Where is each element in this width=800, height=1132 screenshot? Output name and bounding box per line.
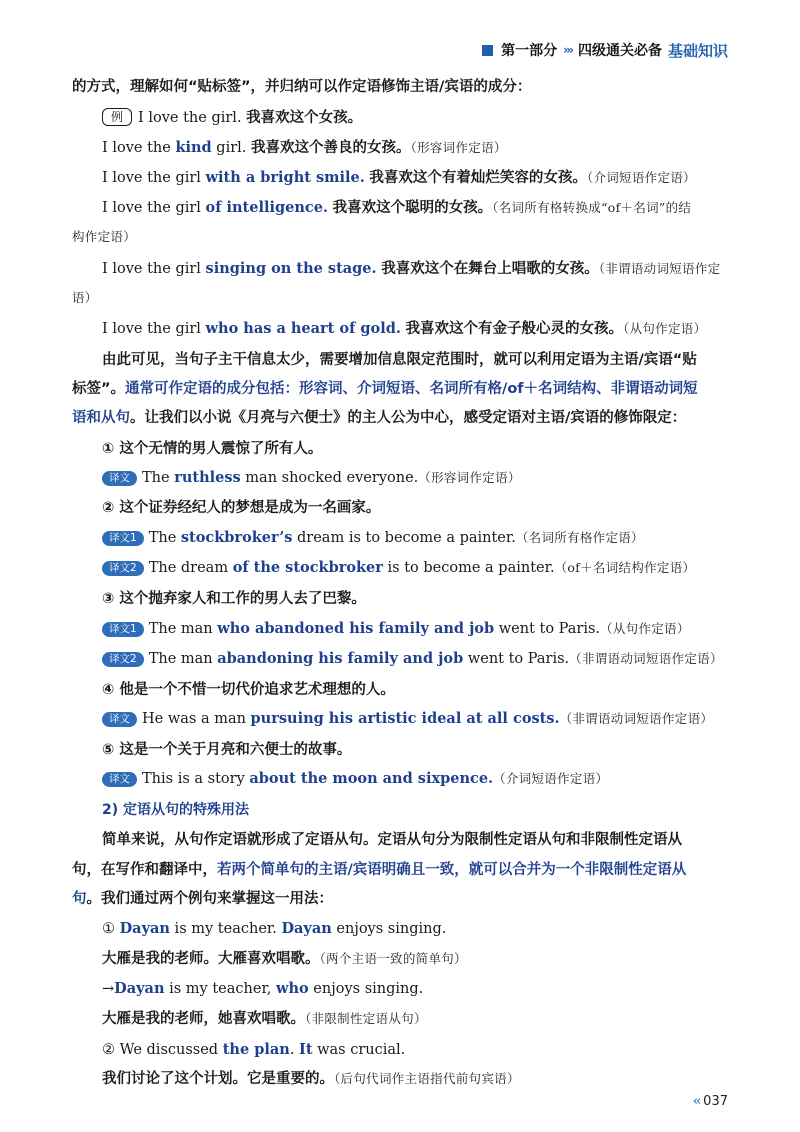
sentence-3-translation-1: 译文1 The man who abandoned his family and job went to Paris.（从句作定语）: [102, 618, 732, 640]
paragraph-2-line-1: 简单来说，从句作定语就形成了定语从句。定语从句分为限制性定语从句和非限制性定语从: [102, 832, 682, 848]
translation-badge: 译文: [102, 772, 137, 787]
example-1: I love the kind girl. 我喜欢这个善良的女孩。（形容词作定语）: [102, 139, 507, 156]
example-e1-merged-zh: 大雁是我的老师，她喜欢唱歌。（非限制性定语从句）: [102, 1011, 427, 1027]
translation-badge: 译文1: [102, 531, 144, 546]
sentence-3-translation-2: 译文2 The man abandoning his family and job went to Paris.（非谓语动词短语作定语）: [102, 648, 732, 670]
sentence-2-zh: ② 这个证券经纪人的梦想是成为一名画家。: [102, 500, 381, 516]
example-e2: ② We discussed the plan. It was crucial.: [102, 1041, 406, 1058]
example-e1: ① Dayan is my teacher. Dayan enjoys singing.: [102, 920, 447, 937]
example-4-cont: 语）: [72, 290, 98, 305]
example-4: I love the girl singing on the stage. 我喜欢这个在舞台上唱歌的女孩。（非谓语动词短语作定: [102, 260, 721, 277]
running-header: [482, 40, 728, 60]
paragraph-2-line-2: 句，在写作和翻译中，若两个简单句的主语/宾语明确且一致，就可以合并为一个非限制性定语从: [72, 862, 687, 878]
sentence-5-zh: ⑤ 这是一个关于月亮和六便士的故事。: [102, 742, 352, 758]
header-accent: 基础知识: [667, 41, 728, 60]
sentence-2-translation-1: 译文1 The stockbroker’s dream is to become a painter.（名词所有格作定语）: [102, 527, 732, 549]
translation-badge: 译文: [102, 471, 137, 486]
example-0: 例 I love the girl. 我喜欢这个女孩。: [102, 107, 732, 129]
header-part: 第一部分: [501, 43, 558, 59]
sentence-4-zh: ④ 他是一个不惜一切代价追求艺术理想的人。: [102, 682, 395, 698]
translation-badge: 译文: [102, 712, 137, 727]
sentence-4-translation: 译文 He was a man pursuing his artistic ideal at all costs.（非谓语动词短语作定语）: [102, 708, 732, 730]
example-e1-merged: →Dayan is my teacher, who enjoys singing.: [102, 980, 424, 997]
header-title: 四级通关必备: [577, 43, 662, 59]
intro-line: 的方式，理解如何“贴标签”，并归纳可以作定语修饰主语/宾语的成分：: [72, 79, 532, 95]
sentence-1-translation: 译文 The ruthless man shocked everyone.（形容词作定语）: [102, 467, 732, 489]
example-5: I love the girl who has a heart of gold. 我喜欢这个有金子般心灵的女孩。（从句作定语）: [102, 320, 707, 337]
example-label: 例: [102, 108, 132, 126]
example-e2-zh: 我们讨论了这个计划。它是重要的。（后句代词作主语指代前句宾语）: [102, 1071, 520, 1087]
example-3: I love the girl of intelligence. 我喜欢这个聪明的女孩。（名词所有格转换成“of＋名词”的结: [102, 199, 692, 216]
chevrons-icon: ›››: [563, 43, 572, 57]
sentence-1-zh: ① 这个无情的男人震惊了所有人。: [102, 441, 323, 457]
paragraph-1-line-1: 由此可见，当句子主干信息太少，需要增加信息限定范围时，就可以利用定语为主语/宾语“贴: [102, 352, 697, 368]
sentence-3-zh: ③ 这个抛弃家人和工作的男人去了巴黎。: [102, 591, 366, 607]
example-2: I love the girl with a bright smile. 我喜欢这个有着灿烂笑容的女孩。（介词短语作定语）: [102, 169, 696, 186]
arrow-right-icon: →: [102, 981, 115, 997]
sentence-2-translation-2: 译文2 The dream of the stockbroker is to become a painter.（of＋名词结构作定语）: [102, 557, 732, 579]
square-bullet-icon: [482, 45, 493, 56]
example-3-cont: 构作定语）: [72, 229, 137, 244]
paragraph-1-line-3: 语和从句。让我们以小说《月亮与六便士》的主人公为中心，感受定语对主语/宾语的修饰限定：: [72, 410, 687, 426]
translation-badge: 译文2: [102, 652, 144, 667]
chevrons-left-icon: ‹‹: [692, 1094, 700, 1109]
paragraph-1-line-2: 标签”。通常可作定语的成分包括：形容词、介词短语、名词所有格/of＋名词结构、非谓语动词短: [72, 381, 698, 397]
translation-badge: 译文1: [102, 622, 144, 637]
section-heading: 2) 定语从句的特殊用法: [102, 802, 250, 818]
sentence-5-translation: 译文 This is a story about the moon and sixpence.（介词短语作定语）: [102, 768, 732, 790]
page-number: ‹‹ 037: [692, 1094, 728, 1109]
translation-badge: 译文2: [102, 561, 144, 576]
example-e1-zh: 大雁是我的老师。大雁喜欢唱歌。（两个主语一致的简单句）: [102, 951, 467, 967]
paragraph-2-line-3: 句。我们通过两个例句来掌握这一用法：: [72, 891, 333, 907]
